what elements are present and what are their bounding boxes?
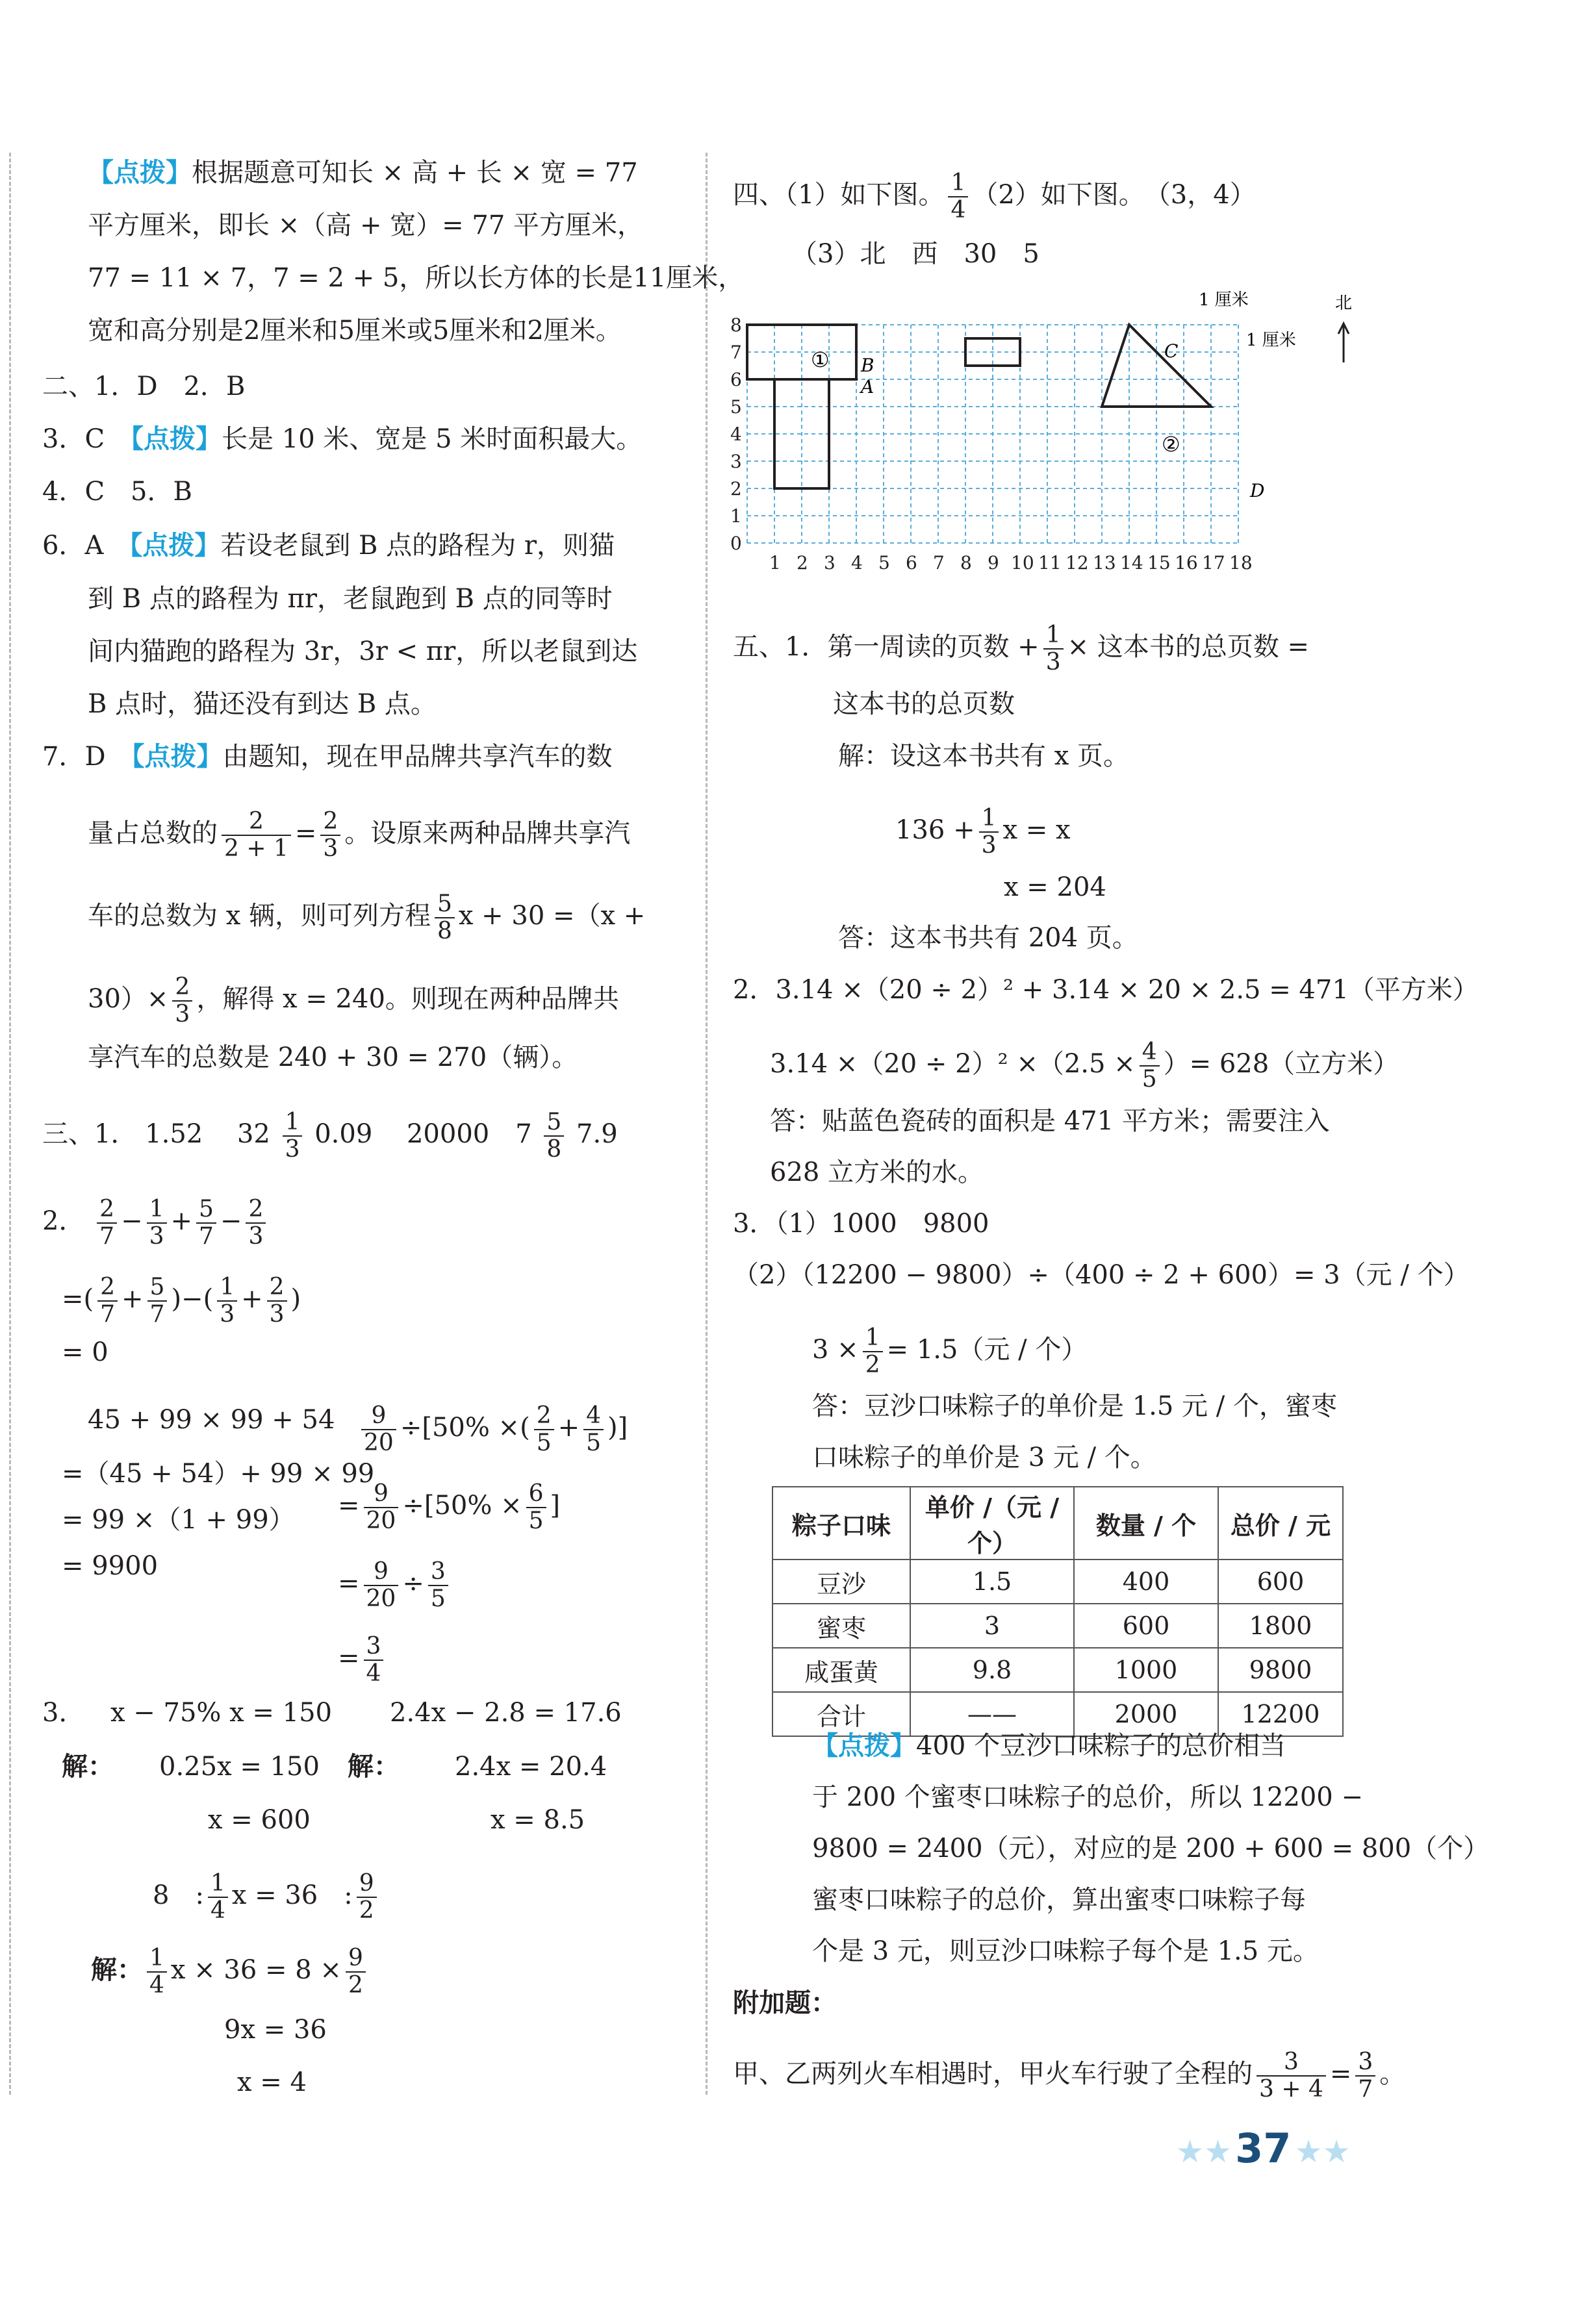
x-tick-label: 13	[1093, 552, 1116, 574]
text-line: 平方厘米，即长 ×（高 + 宽）= 77 平方厘米，	[88, 210, 644, 240]
scale-label: 1 厘米	[1199, 290, 1249, 310]
step: 9x = 36	[224, 2015, 327, 2045]
num: 7．D	[42, 742, 106, 772]
x-tick-label: 6	[906, 552, 917, 574]
left-margin-line	[9, 153, 11, 2095]
text-line: 77 = 11 × 7，7 = 2 + 5，所以长方体的长是11厘米，	[88, 263, 745, 293]
y-tick-label: 4	[730, 423, 742, 445]
answer-text: 口味粽子的单价是 3 元 / 个。	[812, 1443, 1156, 1472]
table-row: 蜜枣 3 600 1800	[772, 1604, 1343, 1648]
north-label: 北	[1335, 294, 1353, 313]
tip-label: 【点拨】	[131, 424, 222, 454]
fraction: $\frac{2}{2 + 1}$	[222, 809, 291, 862]
answer-text: 628 立方米的水。	[770, 1157, 984, 1187]
tip-label: 【点拨】	[88, 158, 192, 188]
x-tick-label: 4	[851, 552, 863, 574]
ratio-step: 解： $\frac{1}{4}$ x × 36 = 8 × $\frac{9}{2}$	[91, 1945, 370, 1999]
table-header: 总价 / 元	[1218, 1487, 1343, 1560]
answer-text: 答：这本书共有 204 页。	[838, 923, 1138, 953]
num: 6．A	[42, 531, 104, 561]
point-a: A	[861, 376, 874, 398]
text: 根据题意可知长 × 高 + 长 × 宽 = 77	[192, 158, 638, 188]
text: 。设原来两种品牌共享汽	[344, 818, 631, 848]
page-number-block	[1176, 2123, 1351, 2185]
price-table	[772, 1486, 1344, 1737]
tip-paragraph-1	[88, 157, 638, 188]
jie-label: 解：	[62, 1751, 114, 1782]
x-tick-label: 14	[1120, 552, 1143, 574]
answer-6	[42, 530, 615, 561]
x-tick-label: 12	[1065, 552, 1089, 574]
text-line: 个是 3 元，则豆沙口味粽子每个是 1.5 元。	[812, 1936, 1319, 1966]
text-line: 这本书的总页数	[833, 689, 1015, 719]
x-tick-label: 8	[960, 552, 972, 574]
x-tick-label: 1	[769, 552, 781, 574]
page-number: 37	[1235, 2125, 1292, 2172]
text-line: 间内猫跑的路程为 3r，3r < πr，所以老鼠到达	[88, 637, 638, 666]
x-tick-label: 2	[797, 552, 808, 574]
text-line: 于 200 个蜜枣口味粽子的总价，所以 12200 −	[812, 1782, 1363, 1812]
answer-3-1: 三、1． 1.52 32 $\frac{1}{3}$ 0.09 20000 7 $\frac{5}{8}$ 7.9	[42, 1109, 618, 1163]
coordinate-grid	[721, 286, 1397, 585]
scale-label: 1 厘米	[1246, 331, 1296, 350]
step: x = 8.5	[491, 1805, 585, 1835]
table-row: 合计 —— 2000 12200	[772, 1692, 1343, 1736]
y-tick-label: 7	[730, 342, 742, 363]
point-b: B	[861, 355, 874, 376]
x-tick-label: 5	[878, 552, 890, 574]
table-header: 数量 / 个	[1074, 1487, 1218, 1560]
answer-5-1-line1: 五、1．第一周读的页数 + $\frac{1}{3}$ × 这本书的总页数 =	[733, 622, 1310, 676]
tip-label: 【点拨】	[129, 531, 221, 561]
y-tick-label: 1	[730, 505, 742, 527]
fraction: $\frac{5}{8}$	[435, 891, 455, 944]
equation: 136 + $\frac{1}{3}$ x = x	[895, 805, 1071, 859]
x-tick-label: 18	[1229, 552, 1253, 574]
answer-text: 答：贴蓝色瓷砖的面积是 471 平方米；需要注入	[770, 1106, 1330, 1136]
shape-2-label: ②	[1162, 432, 1180, 457]
x-tick-label: 15	[1147, 552, 1171, 574]
calc-c-3: = $\frac{9}{20}$ ÷ $\frac{3}{5}$	[338, 1559, 452, 1612]
jie-label: 解：	[348, 1751, 400, 1782]
text: 由题知，现在甲品牌共享汽车的数	[222, 742, 613, 772]
answer-2-1: 二、1．D 2．B	[42, 372, 246, 401]
x-tick-label: 10	[1011, 552, 1034, 574]
north-arrow-icon	[1338, 323, 1349, 362]
answer-5-2-line1: 2．3.14 ×（20 ÷ 2）² + 3.14 × 20 × 2.5 = 471（平方米）	[733, 975, 1479, 1005]
answer-3-2-line2: =( $\frac{2}{7}$ + $\frac{5}{7}$ )−( $\frac{1}{3}$ + $\frac{2}{3}$ )	[62, 1274, 301, 1328]
calc-c-2: = $\frac{9}{20}$ ÷[50% × $\frac{6}{5}$ ]	[338, 1480, 561, 1534]
text-line: 宽和高分别是2厘米和5厘米或5厘米和2厘米。	[88, 316, 622, 346]
fraction: $\frac{1}{3}$	[283, 1109, 303, 1163]
answer-3	[42, 423, 642, 455]
eq-num: 3．	[42, 1698, 85, 1728]
text-line: 车的总数为 x 辆，则可列方程 $\frac{5}{8}$ x + 30 =（x +	[88, 890, 646, 944]
answer-5-2-line2: 3.14 ×（20 ÷ 2）² ×（2.5 × $\frac{4}{5}$ ）= 628（立方米）	[770, 1039, 1399, 1093]
text-line: 9800 = 2400（元），对应的是 200 + 600 = 800（个）	[812, 1834, 1490, 1863]
calc-line: 45 + 99 × 99 + 54	[88, 1405, 335, 1435]
x-tick-label: 9	[988, 552, 999, 574]
table-header: 单价 /（元 / 个）	[910, 1487, 1074, 1560]
answer-4-5: 4．C 5．B	[42, 477, 192, 507]
y-tick-label: 8	[730, 314, 742, 336]
equation: x = 204	[1004, 872, 1106, 902]
calc-line: = 9900	[62, 1551, 159, 1581]
center-divider	[706, 153, 708, 2095]
table-row: 豆沙 1.5 400 600	[772, 1560, 1343, 1604]
answer-5-3-line2: （2）（12200 − 9800）÷（400 ÷ 2 + 600）= 3（元 / 个）	[733, 1260, 1470, 1290]
step: 2.4x = 20.4	[455, 1752, 607, 1782]
fraction: $\frac{2}{3}$	[320, 809, 340, 862]
equation-ratio: 8 : $\frac{1}{4}$ x = 36 : $\frac{9}{2}$	[153, 1871, 381, 1924]
answer-3-2-result: = 0	[62, 1337, 108, 1367]
calc-c-1: $\frac{9}{20}$ ÷[50% ×( $\frac{2}{5}$ + $\frac{4}{5}$ )]	[357, 1403, 628, 1456]
step: 0.25x = 150	[159, 1752, 320, 1782]
y-tick-label: 2	[730, 478, 742, 499]
shape-1-label: ①	[811, 347, 830, 372]
text-line: 蜜枣口味粽子的总价，算出蜜枣口味粽子每	[812, 1885, 1306, 1915]
tip-paragraph-2: 【点拨】400 个豆沙口味粽子的总价相当	[812, 1731, 1286, 1761]
tip-label: 【点拨】	[131, 742, 223, 772]
calc-line: = 99 ×（1 + 99）	[62, 1505, 295, 1535]
equation: 2.4x − 2.8 = 17.6	[390, 1698, 622, 1728]
answer-text: 答：豆沙口味粽子的单价是 1.5 元 / 个，蜜枣	[812, 1391, 1337, 1421]
y-tick-label: 3	[730, 451, 742, 472]
x-tick-label: 3	[824, 552, 836, 574]
fraction: $\frac{2}{3}$	[172, 974, 192, 1028]
star-icon: ★★	[1176, 2134, 1232, 2170]
answer-4-line2: （3）北 西 30 5	[791, 239, 1040, 269]
point-c: C	[1164, 340, 1179, 362]
solution-text: 解：设这本书共有 x 页。	[838, 741, 1129, 771]
text: 若设老鼠到 B 点的路程为 r，则猫	[220, 531, 615, 561]
fraction: $\frac{5}{8}$	[544, 1109, 564, 1163]
table-header: 粽子口味	[772, 1487, 910, 1560]
x-tick-label: 17	[1202, 552, 1225, 574]
step: x = 4	[237, 2067, 307, 2097]
num: 3．C	[42, 424, 105, 454]
extra-title: 附加题：	[733, 1988, 837, 2018]
answer-5-3-line3: 3 × $\frac{1}{2}$ = 1.5（元 / 个）	[812, 1324, 1088, 1378]
text: 量占总数的	[88, 818, 218, 848]
answer-7	[42, 741, 613, 772]
table-row: 咸蛋黄 9.8 1000 9800	[772, 1648, 1343, 1692]
table-header-row	[772, 1487, 1343, 1560]
answer-5-3-line1: 3．（1）1000 9800	[733, 1209, 989, 1239]
x-tick-label: 16	[1175, 552, 1198, 574]
x-tick-label: 11	[1038, 552, 1062, 574]
answer-4-line1: 四、（1）如下图。 $\frac{1}{4}$ （2）如下图。 （3，4）	[733, 170, 1256, 223]
step: x = 600	[208, 1805, 311, 1835]
x-tick-label: 7	[933, 552, 945, 574]
calc-line: =（45 + 54）+ 99 × 99	[62, 1459, 375, 1489]
equation: x − 75% x = 150	[110, 1698, 332, 1728]
text-line: 到 B 点的路程为 πr，老鼠跑到 B 点的同等时	[88, 584, 613, 614]
y-tick-label: 6	[730, 369, 742, 390]
text-line: 30）× $\frac{2}{3}$ ，解得 x = 240。则现在两种品牌共	[88, 974, 619, 1028]
answer-3-2-line1: 2． $\frac{2}{7}$ − $\frac{1}{3}$ + $\frac{5}{7}$ − $\frac{2}{3}$	[42, 1196, 270, 1250]
point-d: D	[1250, 480, 1265, 501]
text: 长是 10 米、宽是 5 米时面积最大。	[222, 424, 643, 454]
y-tick-label: 5	[730, 396, 742, 418]
star-icon: ★★	[1294, 2134, 1351, 2170]
y-tick-label: 0	[730, 533, 742, 554]
text-line: B 点时，猫还没有到达 B 点。	[88, 689, 437, 719]
shape-2-triangle	[1102, 325, 1211, 407]
calc-c-4: = $\frac{3}{4}$	[338, 1634, 387, 1687]
extra-line: 甲、乙两列火车相遇时，甲火车行驶了全程的 $\frac{3}{3 + 4}$ = $\frac{3}{7}$ 。	[733, 2049, 1406, 2103]
text-line: 享汽车的总数是 240 + 30 = 270（辆）。	[88, 1042, 578, 1072]
text-line: 量占总数的 $\frac{2}{2 + 1}$ = $\frac{2}{3}$ 。设原来两种品牌共享汽	[88, 808, 631, 862]
